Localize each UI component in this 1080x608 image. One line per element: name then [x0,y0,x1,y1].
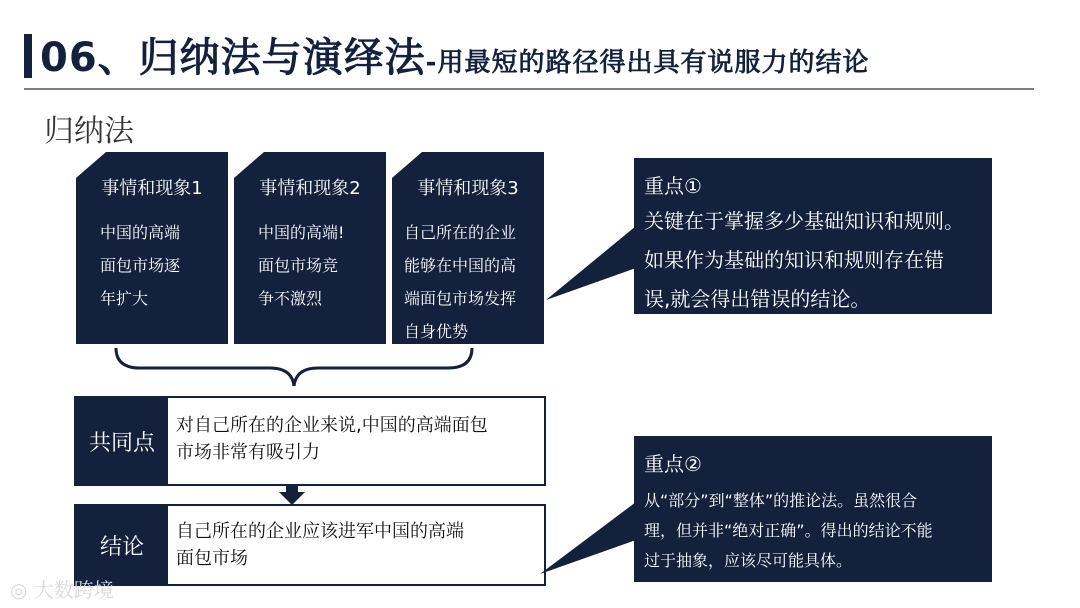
key-point-1-callout [634,158,992,314]
note-line: 如果作为基础的知识和规则存在错 [644,248,944,272]
key-point-1-title: 重点① [644,174,702,198]
key-point-2-callout [634,436,992,582]
card-line: 自身优势 [404,322,469,341]
conclusion-label: 结论 [76,506,168,584]
watermark-text: 大数跨境 [33,578,114,602]
card-line: 端面包市场发挥 [404,289,517,308]
section-heading: 归纳法 [44,114,134,149]
conclusion-line: 自己所在的企业应该进军中国的高端 [176,521,464,542]
note-line: 关键在于掌握多少基础知识和规则。 [644,209,964,233]
card-line: 中国的高端 [100,223,181,242]
key-point-2-title: 重点② [644,452,702,476]
common-line: 对自己所在的企业来说,中国的高端面包 [176,415,488,436]
card-line: 争不激烈 [258,289,323,308]
callout-pointer-2 [540,502,636,574]
watermark [10,574,114,603]
slide-title-main: 06、归纳法与演绎法 [40,35,426,81]
card-title: 事情和现象3 [417,178,519,199]
card-title: 事情和现象2 [259,178,361,199]
card-line: 面包市场逐 [100,256,181,275]
note-line: 理，但并非“绝对正确”。得出的结论不能 [644,521,933,540]
common-point-label: 共同点 [76,398,168,484]
key-point-1-body [644,202,964,319]
key-point-2-body [644,486,933,576]
card-title: 事情和现象1 [101,178,203,199]
callout-pointer-1 [546,226,636,300]
note-line: 从“部分”到“整体”的推论法。虽然很合 [644,491,918,510]
note-line: 过于抽象，应该尽可能具体。 [644,551,853,570]
card-line: 中国的高端! [258,223,345,242]
slide-title-sub: -用最短的路径得出具有说服力的结论 [425,48,870,78]
card-line: 面包市场竞 [258,256,339,275]
note-line: 误,就会得出错误的结论。 [644,287,871,311]
card-line: 自己所在的企业 [404,223,517,242]
common-line: 市场非常有吸引力 [176,442,320,463]
card-line: 能够在中国的高 [404,256,517,275]
conclusion-line: 面包市场 [176,548,248,569]
card-line: 年扩大 [100,289,149,308]
watermark-logo-icon: ◎ [10,578,34,602]
